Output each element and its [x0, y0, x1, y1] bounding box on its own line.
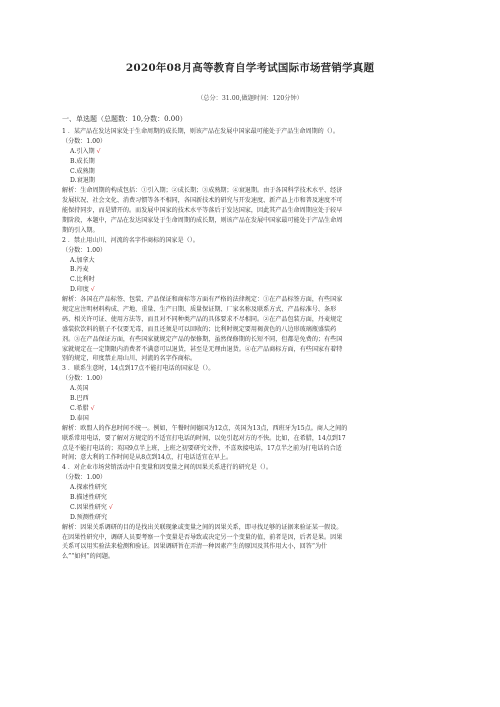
line-text: 1 ．某产品在发达国家处于生命周期的成长期，则该产品在发展中国家最可能处于产品生命周期的（）。	[62, 128, 339, 135]
answer-option	[62, 275, 440, 285]
document-title: 2020年08月高等教育自学考试国际市场营销学真题	[125, 62, 375, 74]
answer-option	[62, 394, 440, 404]
line-text: （分数：1.00）	[62, 246, 107, 254]
line-text: 码、相关许可证、使用方法等，而且对不同种类产品的具体要求不尽相同。②在产品包装方面，丹麦规定	[62, 315, 343, 323]
line-text: 4 ．对企业市场营销活动中自变量和因变量之间的因果关系进行的研究是（）。	[62, 464, 272, 472]
line-text: 点是不能打电话的；英国9点半上班，上班之初要研究文件，不喜欢接电话，17点半之前为打电话的合适	[62, 444, 342, 452]
text-line	[62, 186, 440, 196]
line-text: 盛装软饮料的瓶子不仅要无毒，而且还须是可以回收的；比利时规定要用褐黄色的八边形玻璃瓶盛装药	[62, 325, 337, 333]
line-text: B.描述性研究	[70, 493, 107, 501]
line-text: （分数：1.00）	[62, 474, 107, 482]
answer-option	[62, 384, 440, 394]
text-line	[62, 345, 440, 355]
line-text: 解析：各国在产品标签、包装、产品保证和商标等方面有严格的法律规定：①在产品标签方面，有些国家	[62, 296, 343, 304]
answer-option	[62, 265, 440, 275]
line-text: B.成长期	[70, 157, 95, 165]
line-text: 能保持同步，而是错开的。而发展中国家的技术水平等落后于发达国家，因此其产品生命周期应处于较早	[62, 207, 343, 215]
line-text: D.衰退期	[70, 177, 95, 185]
text-line	[62, 325, 440, 335]
text-line	[62, 196, 440, 206]
line-text: D.印度	[70, 286, 89, 294]
line-text: 2 ．禁止用山川、河流的名字作商标的国家是（）。	[62, 236, 199, 244]
line-text: C.因果性研究	[70, 503, 107, 511]
line-text: 期阶段，本题中，产品在发达国家处于生命周期的成长期，则该产品在发展中国家最可能处于产品生命周	[62, 217, 343, 225]
text-line	[62, 137, 440, 147]
text-line	[62, 463, 440, 473]
correct-check-icon: √	[90, 286, 95, 294]
answer-option	[62, 404, 440, 414]
line-text: A.引入期	[70, 147, 95, 155]
line-text: C.成熟期	[70, 167, 95, 175]
line-text: 发展状况、社会文化、消费习惯等各不相同，各国新技术的研究与开发速度、新产品上市和普及速度不可	[62, 197, 343, 205]
text-line	[62, 424, 440, 434]
correct-check-icon: √	[96, 147, 101, 155]
text-line	[62, 295, 440, 305]
line-text: 时间；意大利的工作时间是从8点到14点，打电话适宜在早上。	[62, 454, 233, 462]
line-text: 规定应注明材料构成、产地、重量、生产日期、质量保证期、厂家名称及联系方式、产品标准号、条形	[62, 306, 337, 314]
line-text: （分数：1.00）	[62, 375, 107, 383]
line-text: 在因果性研究中，调研人员要考察一个变量是否导致或决定另一个变量的值，前者是因，后者是果。因果	[62, 533, 343, 541]
answer-option	[62, 503, 440, 513]
text-line	[62, 315, 440, 325]
line-text: C.比利时	[70, 276, 95, 284]
line-text: B.巴西	[70, 395, 89, 403]
text-line	[62, 542, 440, 552]
line-text: 解析：欧盟人的作息时间不统一。例如，午餐时间德国为12点，英国为13点，西班牙为15点。商人之间的	[62, 424, 348, 432]
answer-option	[62, 414, 440, 424]
text-line	[62, 216, 440, 226]
text-line	[62, 374, 440, 384]
answer-option	[62, 147, 440, 157]
line-text: 3 ．联系生意时，14点到17点不能打电话的国家是（）。	[62, 365, 215, 373]
line-text: 剂。③在产品保证方面，有些国家就规定产品的保修期，虽然保修期的长短不同，但都是免费的；有些国	[62, 335, 343, 343]
line-text: （分数：1.00）	[62, 137, 107, 145]
correct-check-icon: √	[108, 503, 113, 511]
answer-option	[62, 483, 440, 493]
text-line	[62, 354, 440, 364]
text-line	[62, 246, 440, 256]
line-text: 期的引入期。	[62, 226, 99, 234]
line-text: 家就规定在一定期限内消费者不满意可以退货，甚至是无理由退货。④在产品商标方面，有些国家有着特	[62, 345, 343, 353]
section-heading: 一、单选题（总题数：10,分数：0.00）	[62, 115, 187, 123]
text-line	[62, 533, 440, 543]
text-line	[62, 335, 440, 345]
text-line	[62, 127, 440, 137]
line-text: C.希腊	[70, 404, 89, 412]
text-line	[62, 226, 440, 236]
line-text: D.泰国	[70, 414, 89, 422]
text-line	[62, 552, 440, 562]
text-line	[62, 453, 440, 463]
line-text: A.英国	[70, 385, 89, 393]
line-text: 解析：因果关系调研的目的是找出关联现象或变量之间的因果关系，即寻找足够的证据来验证某一假设。	[62, 523, 343, 531]
line-text: A.加拿大	[70, 256, 95, 264]
line-text: B.丹麦	[70, 266, 89, 274]
line-text: 解析：生命周期的构成包括：①引入期；②成长期；③成熟期；④衰退期。由于各国科学技术水平、经济	[62, 187, 343, 195]
questions-body	[62, 127, 440, 562]
answer-option	[62, 513, 440, 523]
answer-option	[62, 493, 440, 503]
answer-option	[62, 285, 440, 295]
text-line	[62, 444, 440, 454]
line-text: 别的规定，印度禁止用山川、河流的名字作商标。	[62, 355, 197, 363]
line-text: 关系可以用实验法来检测和验证。因果调研旨在弄清一种因素产生的原因及其作用大小，回答“为什	[62, 543, 328, 551]
answer-option	[62, 256, 440, 266]
answer-option	[62, 176, 440, 186]
correct-check-icon: √	[90, 404, 95, 412]
answer-option	[62, 157, 440, 167]
text-line	[62, 473, 440, 483]
text-line	[62, 523, 440, 533]
text-line	[62, 305, 440, 315]
line-text: A.探索性研究	[70, 484, 107, 492]
answer-option	[62, 167, 440, 177]
line-text: 联系常用电话，要了解对方规定的不适宜打电话的时间，以免引起对方的不快。比如，在希腊，14点到17	[62, 434, 346, 442]
text-line	[62, 364, 440, 374]
line-text: 么”“如何”的问题。	[62, 553, 115, 561]
text-line	[62, 434, 440, 444]
text-line	[62, 206, 440, 216]
line-text: D.预测性研究	[70, 513, 108, 521]
exam-meta: （总分：31.00,做题时间：120分钟）	[197, 95, 303, 102]
text-line	[62, 236, 440, 246]
